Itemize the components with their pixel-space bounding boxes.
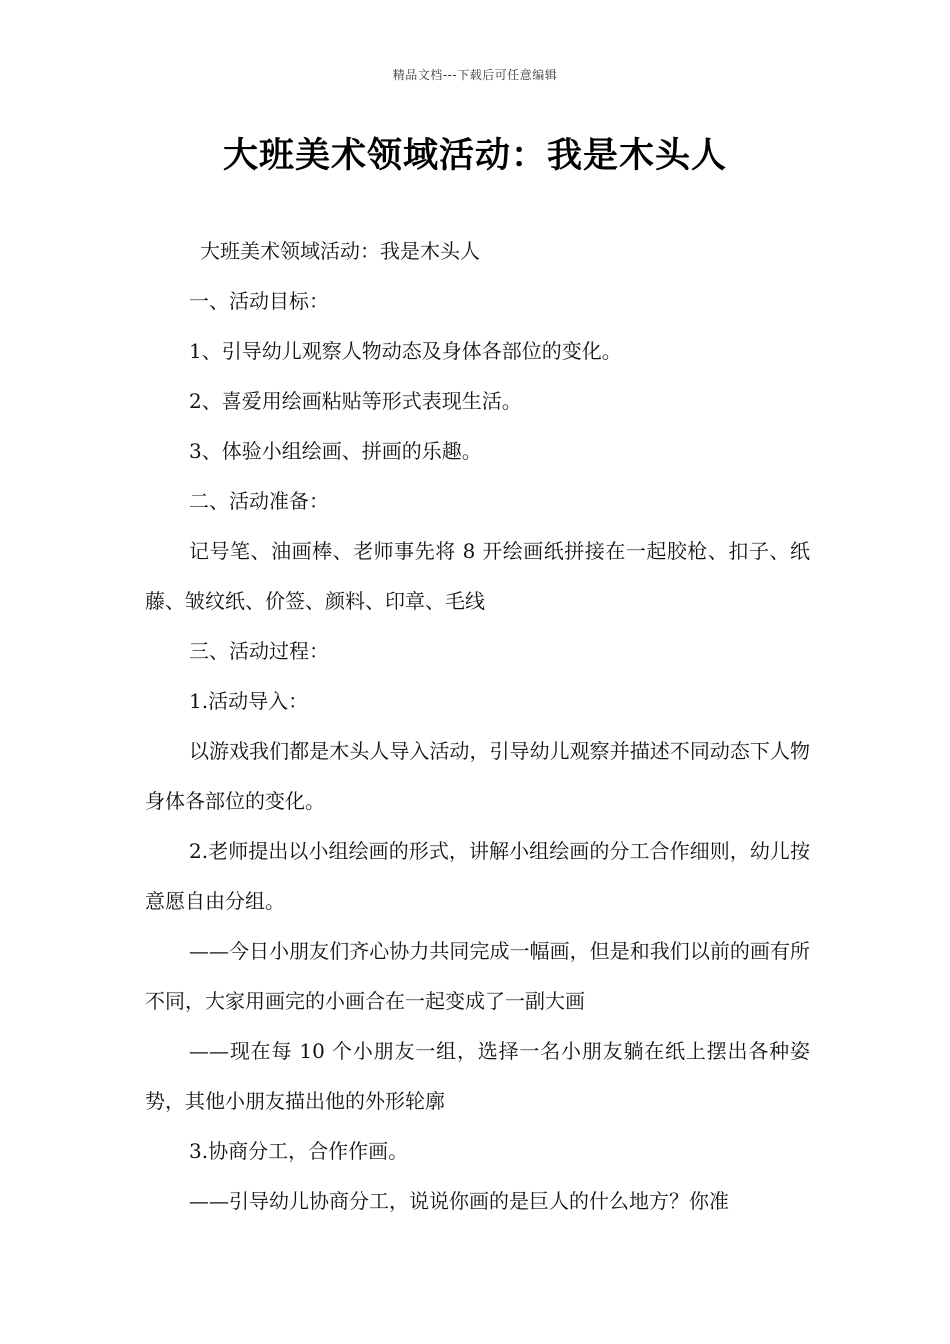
paragraph-step-1: 1.活动导入：	[189, 689, 309, 713]
paragraph-goal-1: 1、引导幼儿观察人物动态及身体各部位的变化。	[189, 339, 622, 363]
paragraph-step-3: 3.协商分工，合作作画。	[189, 1139, 409, 1163]
paragraph-subtitle: 大班美术领域活动：我是木头人	[200, 239, 480, 263]
paragraph-step-1-detail: 以游戏我们都是木头人导入活动，引导幼儿观察并描述不同动态下人物身体各部位的变化。	[145, 739, 810, 813]
paragraph-goal-2: 2、喜爱用绘画粘贴等形式表现生活。	[189, 389, 522, 413]
paragraph-materials: 记号笔、油画棒、老师事先将 8 开绘画纸拼接在一起胶枪、扣子、纸藤、皱纹纸、价签、颜料、印章、毛线	[145, 539, 810, 613]
paragraph-dialogue-2: ——现在每 10 个小朋友一组，选择一名小朋友躺在纸上摆出各种姿势，其他小朋友描出他的外形轮廓	[145, 1039, 810, 1113]
document-body	[145, 226, 810, 1226]
paragraph-dialogue-1: ——今日小朋友们齐心协力共同完成一幅画，但是和我们以前的画有所不同，大家用画完的小画合在一起变成了一副大画	[145, 939, 810, 1013]
paragraph-section-goals: 一、活动目标：	[189, 289, 329, 313]
paragraph-section-preparation: 二、活动准备：	[189, 489, 329, 513]
paragraph-step-2: 2.老师提出以小组绘画的形式，讲解小组绘画的分工合作细则，幼儿按意愿自由分组。	[145, 839, 810, 913]
paragraph-goal-3: 3、体验小组绘画、拼画的乐趣。	[189, 439, 482, 463]
paragraph-dialogue-3: ——引导幼儿协商分工，说说你画的是巨人的什么地方？你准	[189, 1189, 729, 1213]
document-title: 大班美术领域活动：我是木头人	[222, 136, 727, 176]
page-header-note: 精品文档---下载后可任意编辑	[392, 68, 558, 82]
paragraph-section-process: 三、活动过程：	[189, 639, 329, 663]
